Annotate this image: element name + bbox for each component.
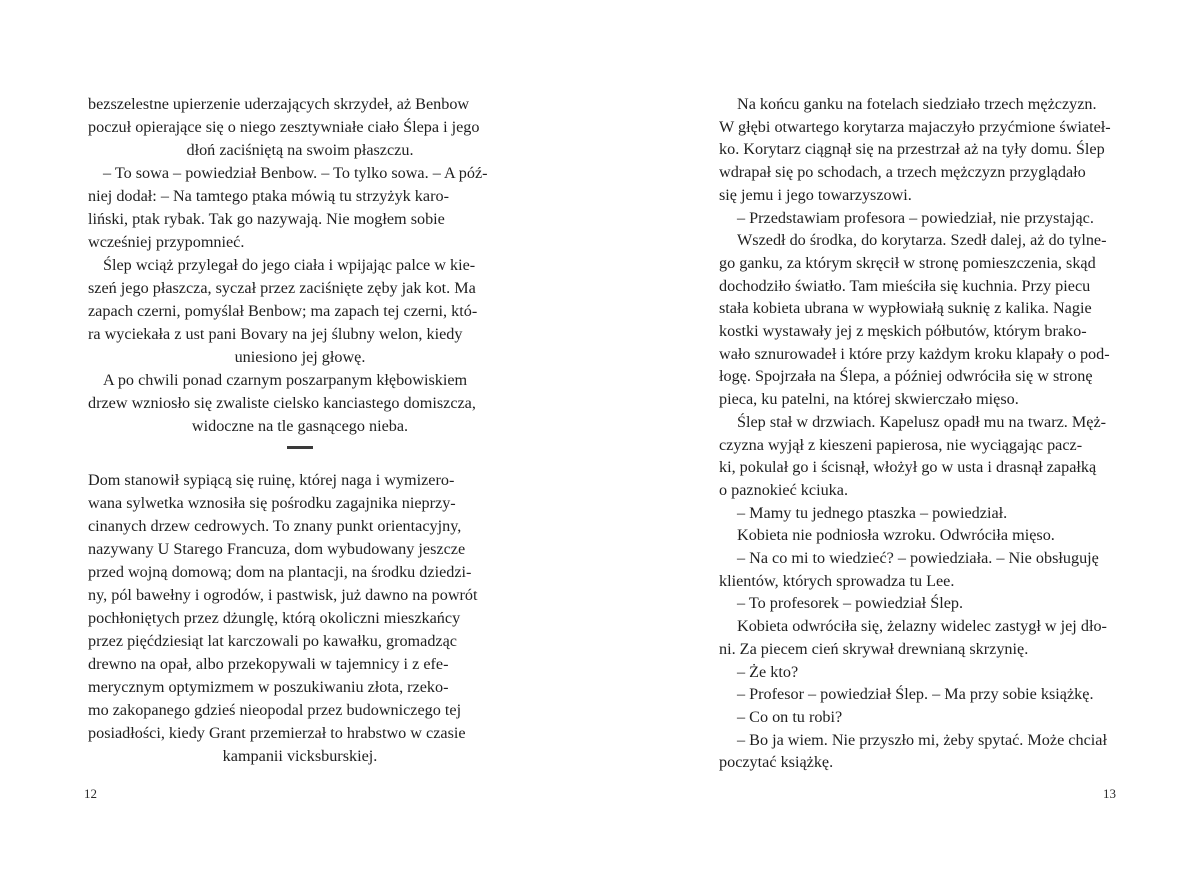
text-line: poczytać książkę. [719, 753, 834, 772]
text-line: drzew wzniosło się zwaliste cielsko kanciastego domiszcza, [88, 394, 476, 412]
text-line: ny, pól bawełny i ogrodów, i pastwisk, już dawno na powrót [88, 586, 478, 604]
text-line: – Że kto? [737, 662, 799, 681]
text-line: Wszedł do środka, do korytarza. Szedł dalej, aż do tylne- [737, 231, 1107, 250]
text-line: przez pięćdziesiąt lat karczowali po kawałku, gromadząc [88, 632, 457, 650]
text-line: łogę. Spojrzała na Ślepa, a później odwróciła się w stronę [719, 367, 1093, 386]
text-line: Ślep wciąż przylegał do jego ciała i wpijając palce w kie- [103, 256, 476, 274]
text-line: Ślep stał w drzwiach. Kapelusz opadł mu na twarz. Męż- [737, 412, 1107, 431]
text-line: poczuł opierające się o niego zesztywniałe ciało Ślepa i jego [88, 118, 480, 136]
text-line: widoczne na tle gasnącego nieba. [191, 417, 409, 435]
text-line: Kobieta nie podniosła wzroku. Odwróciła mięso. [737, 526, 1055, 545]
text-line: A po chwili ponad czarnym poszarpanym kłębowiskiem [103, 371, 468, 389]
page-number: 12 [84, 786, 97, 801]
text-line: przed wojną domową; dom na plantacji, na środku dziedzi- [88, 563, 472, 581]
text-line: ki, pokulał go i ścisnął, włożył go w usta i drasnął zapałką [719, 458, 1097, 477]
text-line: wdrapał się po schodach, a trzech mężczyzn przyglądało [719, 163, 1086, 182]
text-line: merycznym optymizmem w poszukiwaniu złota, rzeko- [88, 678, 449, 696]
text-line: go ganku, za którym skręcił w stronę pomieszczenia, skąd [719, 253, 1096, 272]
text-line: Na końcu ganku na fotelach siedziało trzech mężczyzn. [737, 95, 1097, 113]
text-line: mo zakopanego gdzieś nieopodal przez budowniczego tej [88, 701, 462, 719]
text-line: – Bo ja wiem. Nie przyszło mi, żeby spytać. Może chciał [737, 730, 1107, 749]
text-line: ko. Korytarz ciągnął się na przestrzał aż na tyły domu. Ślep [719, 140, 1105, 159]
text-line: Kobieta odwróciła się, żelazny widelec zastygł w jej dło- [737, 617, 1107, 636]
text-line: ni. Za piecem cień skrywał drewnianą skrzynię. [719, 639, 1029, 658]
text-line: zapach czerni, pomyślał Benbow; ma zapach tej czerni, któ- [88, 302, 478, 320]
text-line: ra wyciekała z ust pani Bovary na jej ślubny welon, kiedy [88, 325, 463, 343]
text-line: – To sowa – powiedział Benbow. – To tylko sowa. – A póź- [103, 164, 488, 182]
text-line: kostki wystawały jej z męskich półbutów, którym brako- [719, 322, 1087, 340]
text-line: wcześniej przypomnieć. [88, 233, 245, 251]
text-line: wało sznurowadeł i które przy każdym kroku klapały o pod- [719, 344, 1110, 363]
text-line: szeń jego płaszcza, syczał przez zaciśnięte zęby jak kot. Ma [88, 279, 476, 297]
text-line: pieca, ku patelni, na której skwierczało mięso. [719, 390, 1019, 409]
text-line: bezszelestne upierzenie uderzających skrzydeł, aż Benbow [88, 95, 470, 113]
text-line: posiadłości, kiedy Grant przemierzał to hrabstwo w czasie [88, 724, 466, 742]
text-line: – Co on tu robi? [737, 707, 843, 726]
text-line: stała kobieta ubrana w wypłowiałą suknię z kalika. Nagie [719, 299, 1092, 318]
text-line: W głębi otwartego korytarza majaczyło przyćmione świateł- [719, 117, 1111, 136]
text-line: o paznokieć kciuka. [719, 480, 848, 499]
section-divider [287, 446, 313, 449]
right-page [600, 0, 1200, 885]
text-line: – Mamy tu jednego ptaszka – powiedział. [737, 503, 1008, 522]
text-line: niej dodał: – Na tamtego ptaka mówią tu strzyżyk karo- [88, 187, 449, 205]
text-line: dochodziło światło. Tam mieściła się kuchnia. Przy piecu [719, 276, 1091, 295]
text-line: się jemu i jego towarzyszowi. [719, 185, 912, 204]
text-line: wana sylwetka wznosiła się pośrodku zagajnika nieprzy- [88, 494, 456, 512]
text-line: – Na co mi to wiedzieć? – powiedziała. – Nie obsługuję [737, 549, 1099, 567]
text-line: drewno na opał, albo przekopywali w tajemnicy i z efe- [88, 655, 449, 673]
page-number: 13 [1103, 786, 1116, 801]
text-line: czyzna wyjął z kieszeni papierosa, nie wyciągając pacz- [719, 435, 1083, 454]
text-line: uniesiono jej głowę. [234, 348, 366, 366]
text-line: klientów, których sprowadza tu Lee. [719, 571, 955, 590]
text-line: – Przedstawiam profesora – powiedział, nie przystając. [737, 208, 1094, 227]
text-line: dłoń zaciśniętą na swoim płaszczu. [186, 141, 414, 159]
text-line: kampanii vicksburskiej. [222, 747, 378, 765]
text-line: Dom stanowił sypiącą się ruinę, której naga i wymizero- [88, 471, 455, 489]
text-line: pochłoniętych przez dżunglę, którą okoliczni mieszkańcy [88, 609, 461, 627]
text-line: – To profesorek – powiedział Ślep. [737, 594, 964, 613]
text-line: liński, ptak rybak. Tak go nazywają. Nie mogłem sobie [88, 210, 445, 228]
text-line: cinanych drzew cedrowych. To znany punkt orientacyjny, [88, 517, 462, 535]
text-line: nazywany U Starego Francuza, dom wybudowany jeszcze [88, 540, 466, 558]
text-line: – Profesor – powiedział Ślep. – Ma przy sobie książkę. [737, 685, 1094, 704]
